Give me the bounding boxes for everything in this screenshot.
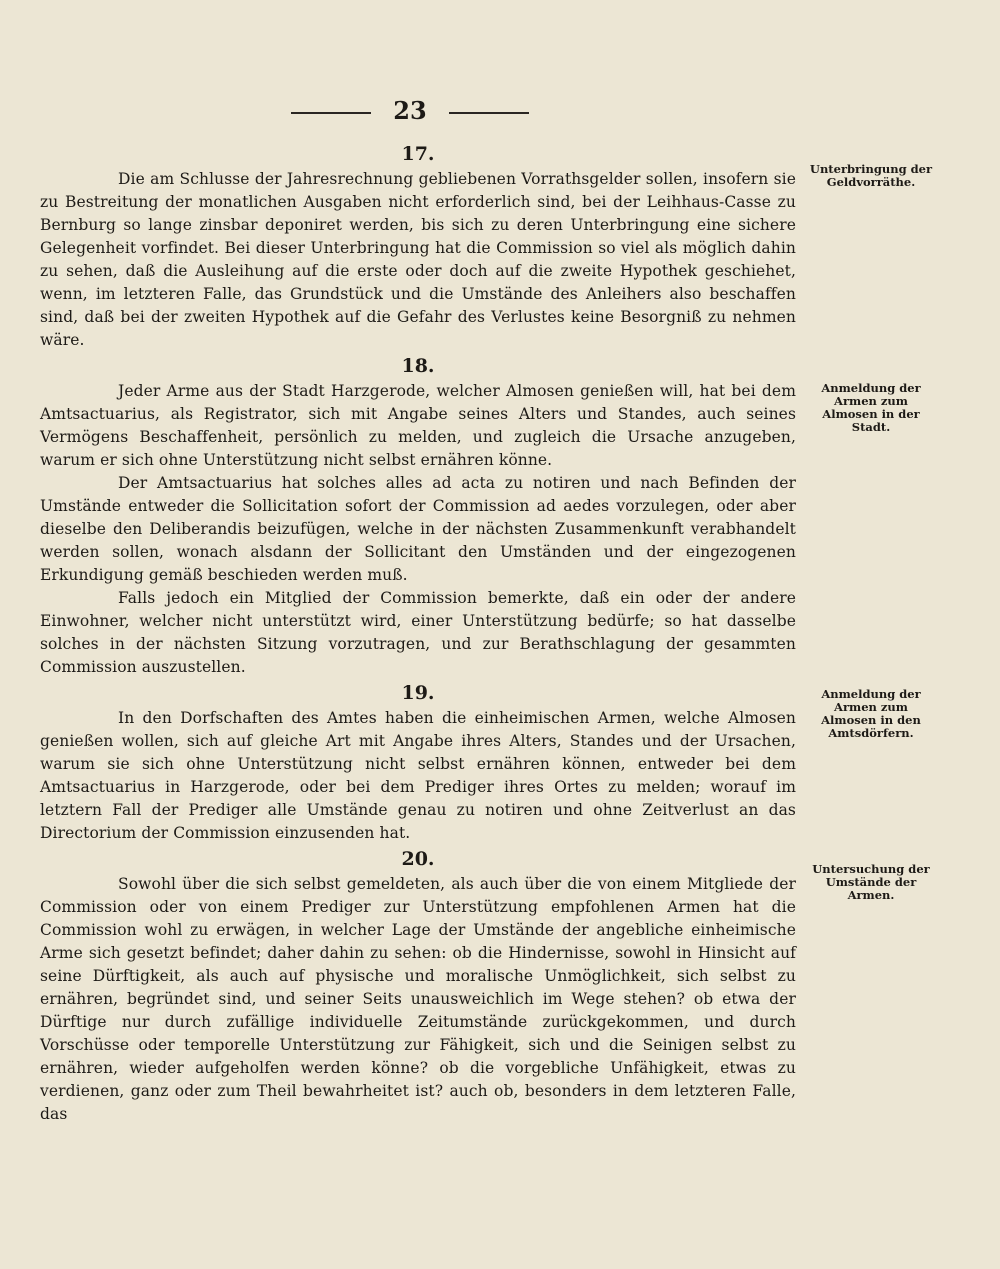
paragraph: In den Dorfschaften des Amtes haben die einheimischen Armen, welche Almosen genießen wollen, sich auf gleiche Art mit Angabe ihres Alters, Standes und der Ursachen, warum sie sich ohne Unterstützung nicht selbst ernähren können, entweder bei dem Amtsactuarius in Harzgerode, oder bei dem Prediger ihres Ortes zu melden; worauf im letztern Fall der Prediger alle Umstände genau zu notiren und ohne Zeitverlust an das Directorium der Commission einzusenden hat. xyxy=(40,709,796,842)
paragraph: Sowohl über die sich selbst gemeldeten, als auch über die von einem Mitgliede der Commission oder von einem Prediger zur Unterstützung empfohlenen Armen hat die Commission wohl zu erwägen, in welcher Lage der Umstände der angebliche einheimische Arme sich gesetzt befindet; daher dahin zu sehen: ob die Hindernisse, sowohl in Hinsicht auf seine Dürftigkeit, als auch auf physische und moralische Unmöglichkeit, sich selbst zu ernähren, begründet sind, und seiner Seits unausweichlich im Wege stehen? ob etwa der Dürftige nur durch zufällige individuelle Zeitumstände zurückgekommen, und durch Vorschüsse oder temporelle Unterstützung zur Fähigkeit, sich und die Seinigen selbst zu ernähren, wieder aufgeholfen werden könne? ob die vorgebliche Unfähigkeit, etwas zu verdienen, ganz oder zum Theil bewahrheitet ist? auch ob, besonders in dem letzteren Falle, das xyxy=(40,875,796,1123)
section-number: 18. xyxy=(401,355,435,377)
section-number: 17. xyxy=(401,143,435,165)
header-rule-left xyxy=(291,112,371,114)
section-number: 19. xyxy=(401,682,435,704)
section-19 xyxy=(40,679,796,845)
section-18 xyxy=(40,352,796,679)
margin-note-anmeldung-amtsdoerfer: Anmeldung der Armen zum Almosen in den Amtsdörfern. xyxy=(821,687,921,740)
section-17 xyxy=(40,140,796,352)
header-rule-right xyxy=(449,112,529,114)
section-number: 20. xyxy=(401,848,435,870)
paragraph: Falls jedoch ein Mitglied der Commission bemerkte, daß ein oder der andere Einwohner, welcher nicht unterstützt wird, einer Unterstützung bedürfe; so hat dasselbe solches in der nächsten Sitzung vorzutragen, und zur Berathschlagung der gesammten Commission auszustellen. xyxy=(40,589,796,676)
margin-note-geldvorraethe: Unterbringung der Geldvorräthe. xyxy=(809,162,933,189)
margin-note-untersuchung: Untersuchung der Umstände der Armen. xyxy=(812,862,930,902)
paragraph: Die am Schlusse der Jahresrechnung gebliebenen Vorrathsgelder sollen, insofern sie zu Bestreitung der monatlichen Ausgaben nicht erforderlich sind, bei der Leihhaus-Casse zu Bernburg so lange zinsbar deponiret werden, bis sich zu deren Unterbringung eine sichere Gelegenheit vorfindet. Bei dieser Unterbringung hat die Commission so viel als möglich dahin zu sehen, daß die Ausleihung auf die erste oder doch auf die zweite Hypothek geschiehet, wenn, im letzteren Falle, das Grundstück und die Umstände des Anleihers also beschaffen sind, daß bei der zweiten Hypothek auf die Gefahr des Verlustes keine Besorgniß zu nehmen wäre. xyxy=(40,170,796,349)
page-number: 23 xyxy=(393,96,427,125)
margin-note-anmeldung-stadt: Anmeldung der Armen zum Almosen in der Stadt. xyxy=(821,381,921,434)
main-text xyxy=(40,140,796,1126)
paragraph: Der Amtsactuarius hat solches alles ad acta zu notiren und nach Befinden der Umstände entweder die Sollicitation sofort der Commission ad aedes vorzulegen, oder aber dieselbe den Deliberandis beizufügen, welche in der nächsten Zusammenkunft verabhandelt werden sollen, wonach alsdann der Sollicitant den Umständen und der eingezogenen Erkundigung gemäß beschieden werden muß. xyxy=(40,474,796,584)
page-header xyxy=(0,96,820,125)
paragraph: Jeder Arme aus der Stadt Harzgerode, welcher Almosen genießen will, hat bei dem Amtsactuarius, als Registrator, sich mit Angabe seines Alters und Standes, auch seines Vermögens Beschaffenheit, persönlich zu melden, und zugleich die Ursache anzugeben, warum er sich ohne Unterstützung nicht selbst ernähren könne. xyxy=(40,382,796,469)
section-20 xyxy=(40,845,796,1126)
